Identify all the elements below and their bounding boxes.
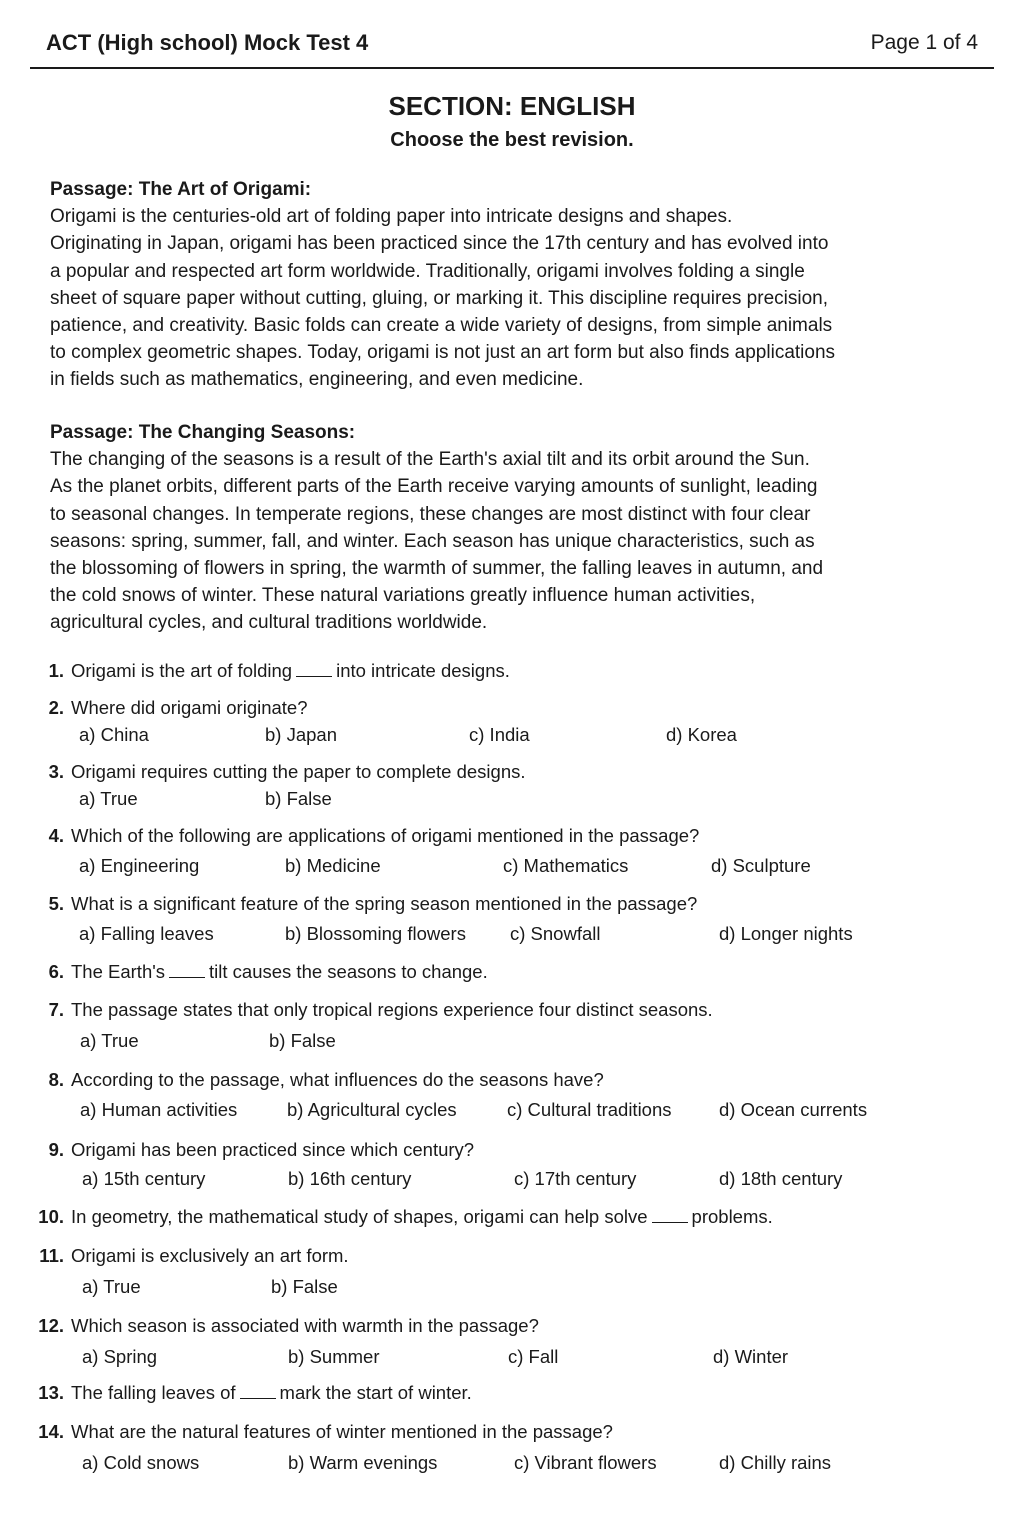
passage-line: the cold snows of winter. These natural variations greatly influence human activities, [50,585,756,607]
question-number: 2. [48,697,64,718]
answer-blank[interactable] [652,1208,688,1223]
passage-origami [50,176,940,394]
question-text: Where did origami originate? [71,697,308,718]
answer-option-c[interactable]: c) 17th century [514,1168,637,1189]
question-number: 8. [48,1069,64,1090]
answer-option-c[interactable]: c) Fall [508,1346,559,1367]
answer-option-a[interactable]: a) Falling leaves [79,923,214,944]
answer-option-a[interactable]: a) Spring [82,1346,158,1367]
answer-option-b[interactable]: b) Warm evenings [288,1452,438,1473]
question-number: 3. [48,761,64,782]
passage-line: the blossoming of flowers in spring, the warmth of summer, the falling leaves in autumn, and [50,558,824,580]
passage-line: to seasonal changes. In temperate regions, these changes are most distinct with four clear [50,503,811,525]
passage-line: As the planet orbits, different parts of the Earth receive varying amounts of sunlight, leading [50,476,818,498]
header-divider [30,67,994,69]
passage-title: Passage: The Changing Seasons: [50,422,356,443]
passage-line: a popular and respected art form worldwide. Traditionally, origami involves folding a single [50,260,805,282]
answer-option-a[interactable]: a) Cold snows [82,1452,200,1473]
answer-option-a[interactable]: a) True [79,788,138,809]
question-text: In geometry, the mathematical study of shapes, origami can help solve problems. [71,1206,773,1227]
answer-option-d[interactable]: d) 18th century [719,1168,843,1189]
question-number: 9. [48,1139,64,1160]
answer-blank[interactable] [296,662,332,677]
question-number: 10. [38,1206,64,1227]
question-number: 7. [48,999,64,1020]
question-number: 5. [48,893,64,914]
section-title: SECTION: ENGLISH [388,91,636,121]
question-number: 13. [38,1382,64,1403]
question-text: Which season is associated with warmth in the passage? [71,1315,539,1336]
question-number: 11. [39,1245,64,1266]
question-text: According to the passage, what influences do the seasons have? [71,1069,604,1090]
passage-line: The changing of the seasons is a result of the Earth's axial tilt and its orbit around the Sun. [50,449,810,471]
question-text: The Earth's tilt causes the seasons to change. [71,961,488,982]
answer-option-a[interactable]: a) Human activities [80,1099,238,1120]
answer-option-b[interactable]: b) Japan [265,724,337,745]
question-text: What is a significant feature of the spring season mentioned in the passage? [71,893,698,914]
question-text: Origami is the art of folding into intricate designs. [71,660,510,681]
page-indicator: Page 1 of 4 [870,31,978,54]
answer-option-a[interactable]: a) True [82,1276,141,1297]
answer-option-b[interactable]: b) Medicine [285,855,381,876]
question-text: Origami is exclusively an art form. [71,1245,349,1266]
answer-option-d[interactable]: d) Winter [713,1346,789,1367]
question-number: 14. [38,1421,64,1442]
question-text: Origami requires cutting the paper to complete designs. [71,761,526,782]
answer-option-b[interactable]: b) Blossoming flowers [285,923,466,944]
answer-option-b[interactable]: b) 16th century [288,1168,412,1189]
answer-option-b[interactable]: b) Summer [288,1346,380,1367]
passage-line: Origami is the centuries-old art of folding paper into intricate designs and shapes. [50,206,733,228]
answer-option-d[interactable]: d) Chilly rains [719,1452,832,1473]
question-text: Origami has been practiced since which century? [71,1139,475,1160]
answer-option-b[interactable]: b) False [271,1276,338,1297]
passage-body [50,446,940,636]
question-text: Which of the following are applications of origami mentioned in the passage? [71,825,700,846]
answer-option-a[interactable]: a) China [79,724,149,745]
question-text: The falling leaves of mark the start of winter. [71,1382,472,1403]
answer-option-b[interactable]: b) False [265,788,332,809]
question-number: 4. [48,825,64,846]
answer-option-a[interactable]: a) 15th century [82,1168,206,1189]
answer-option-a[interactable]: a) True [80,1030,139,1051]
answer-option-c[interactable]: c) India [469,724,530,745]
test-title: ACT (High school) Mock Test 4 [46,30,369,55]
passage-line: seasons: spring, summer, fall, and winter. Each season has unique characteristics, such as [50,530,815,552]
question-number: 1. [48,660,64,681]
answer-option-c[interactable]: c) Cultural traditions [507,1099,672,1120]
passage-body [50,203,940,393]
answer-option-d[interactable]: d) Longer nights [719,923,853,944]
question-text: What are the natural features of winter mentioned in the passage? [71,1421,613,1442]
answer-option-d[interactable]: d) Sculpture [711,855,811,876]
passage-line: sheet of square paper without cutting, gluing, or marking it. This discipline requires precision, [50,287,828,309]
answer-option-c[interactable]: c) Snowfall [510,923,601,944]
passage-line: patience, and creativity. Basic folds can create a wide variety of designs, from simple animals [50,315,833,337]
answer-blank[interactable] [240,1384,276,1399]
section-instructions: Choose the best revision. [390,129,634,151]
passage-line: in fields such as mathematics, engineering, and even medicine. [50,369,584,391]
answer-option-c[interactable]: c) Mathematics [503,855,629,876]
answer-option-d[interactable]: d) Ocean currents [719,1099,868,1120]
answer-blank[interactable] [169,963,205,978]
passage-title: Passage: The Art of Origami: [50,179,312,200]
answer-option-d[interactable]: d) Korea [666,724,737,745]
passage-line: to complex geometric shapes. Today, origami is not just an art form but also finds applications [50,342,836,364]
answer-option-a[interactable]: a) Engineering [79,855,200,876]
passage-seasons [50,419,940,637]
passage-line: agricultural cycles, and cultural traditions worldwide. [50,612,488,634]
answer-option-b[interactable]: b) Agricultural cycles [287,1099,457,1120]
question-text: The passage states that only tropical regions experience four distinct seasons. [71,999,713,1020]
passage-line: Originating in Japan, origami has been practiced since the 17th century and has evolved into [50,233,829,255]
answer-option-b[interactable]: b) False [269,1030,336,1051]
answer-option-c[interactable]: c) Vibrant flowers [514,1452,657,1473]
question-number: 12. [38,1315,64,1336]
page-header [46,26,978,60]
question-number: 6. [48,961,64,982]
